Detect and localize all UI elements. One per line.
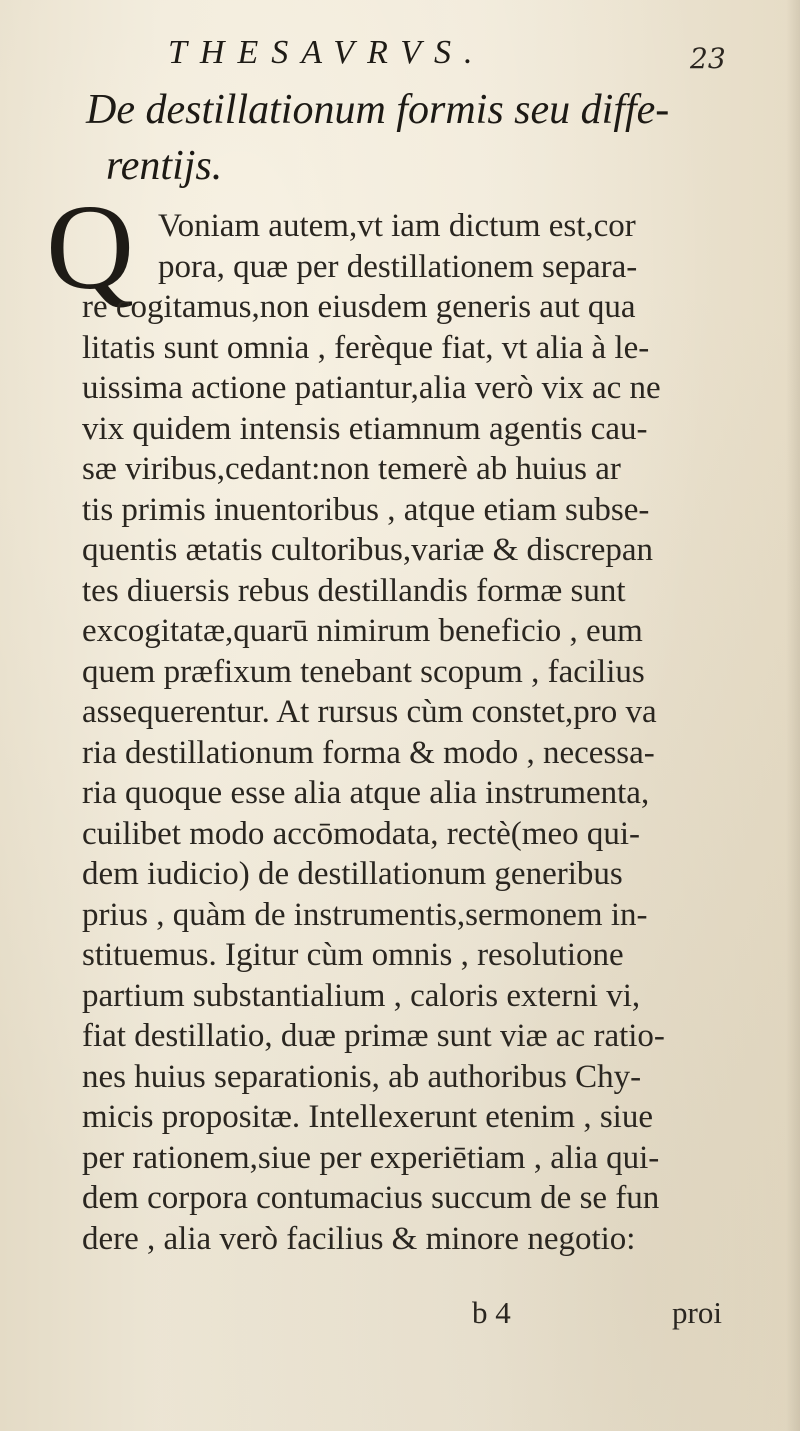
text-line: dem iudicio) de destillationum generibus — [82, 856, 623, 892]
signature-mark: b 4 — [472, 1295, 511, 1330]
text-line: quentis ætatis cultoribus,variæ & discrepan — [82, 532, 653, 568]
section-heading — [86, 82, 766, 194]
text-line: cuilibet modo accōmodata, rectè(meo qui- — [82, 815, 641, 852]
text-line: re cogitamus,non eiusdem generis aut qua — [82, 289, 636, 325]
page-number: 23 — [690, 42, 726, 75]
text-line: quem præfixum tenebant scopum , facilius — [82, 653, 645, 690]
text-line: fiat destillatio, duæ primæ sunt viæ ac ratio- — [82, 1018, 665, 1054]
text-line: micis propositæ. Intellexerunt etenim , siue — [82, 1099, 653, 1135]
text-line: assequerentur. At rursus cùm constet,pro va — [82, 694, 657, 730]
running-head: THESAVRVS. — [168, 34, 486, 71]
text-line: prius , quàm de instrumentis,sermonem in- — [82, 896, 648, 933]
text-line: Voniam autem,vt iam dictum est,cor — [158, 208, 636, 244]
text-line: dem corpora contumacius succum de se fun — [82, 1180, 660, 1216]
text-line: tis primis inuentoribus , atque etiam subse- — [82, 491, 650, 528]
text-line: excogitatæ,quarū nimirum beneficio , eum — [82, 613, 643, 649]
heading-line-1: De destillationum formis seu diffe- — [86, 87, 670, 133]
text-line: sæ viribus,cedant:non temerè ab huius ar — [82, 451, 621, 487]
text-line: ria quoque esse alia atque alia instrumenta, — [82, 775, 650, 811]
catchword: proi — [672, 1295, 722, 1330]
text-line: partium substantialium , caloris externi vi, — [82, 977, 641, 1014]
text-line: per rationem,siue per experiētiam , alia qui- — [82, 1139, 660, 1176]
text-line: dere , alia verò facilius & minore negotio: — [82, 1220, 636, 1257]
text-line: litatis sunt omnia , ferèque fiat, vt alia à le- — [82, 329, 650, 366]
body-text — [82, 206, 782, 1259]
text-line: ria destillationum forma & modo , necessa- — [82, 734, 655, 771]
text-line: vix quidem intensis etiamnum agentis cau- — [82, 410, 648, 447]
text-line: nes huius separationis, ab authoribus Chy- — [82, 1058, 642, 1095]
text-line: tes diuersis rebus destillandis formæ sunt — [82, 572, 626, 609]
text-line: stituemus. Igitur cùm omnis , resolutione — [82, 937, 624, 973]
drop-capital: Q — [46, 180, 135, 315]
heading-line-2: rentijs. — [106, 143, 223, 189]
text-line: pora, quæ per destillationem separa- — [158, 248, 638, 285]
text-line: uissima actione patiantur,alia verò vix ac ne — [82, 370, 661, 406]
